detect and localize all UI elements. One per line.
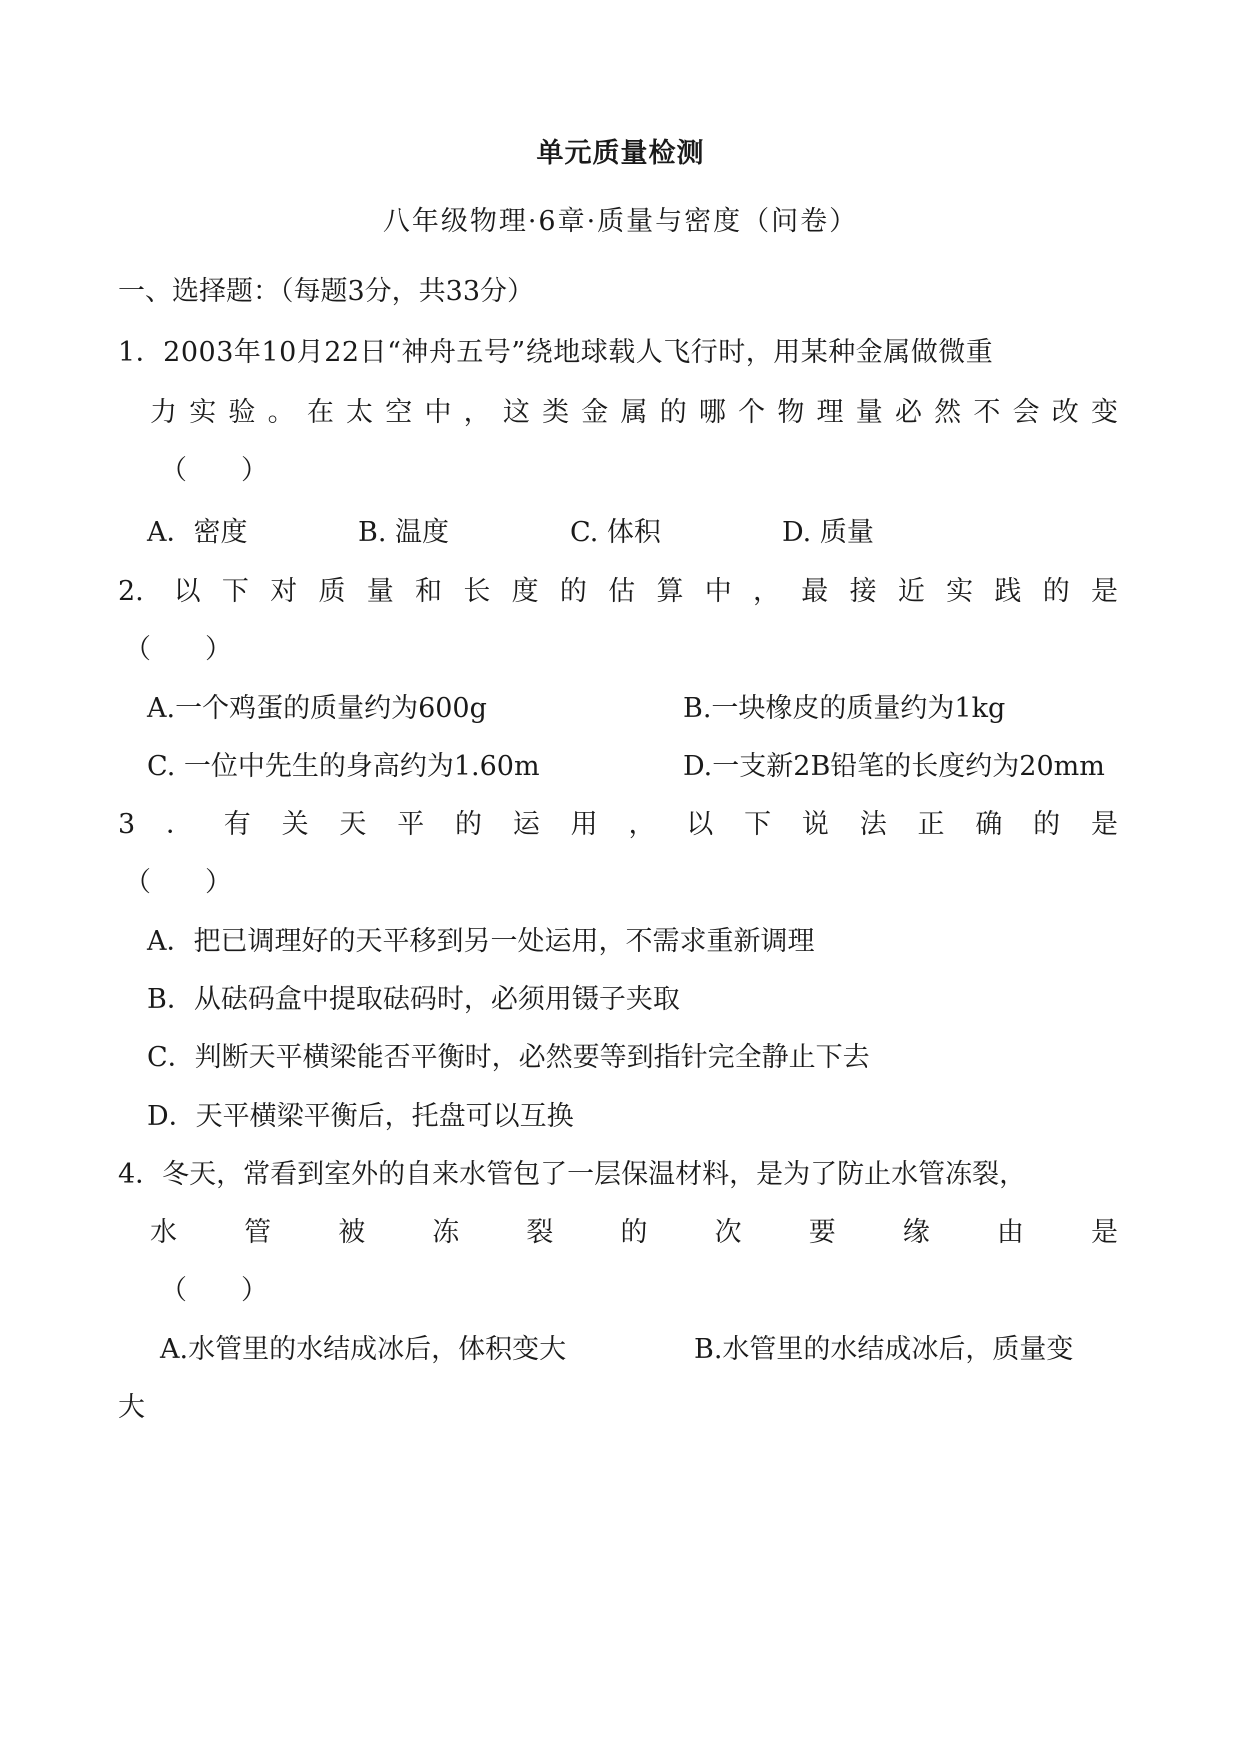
q1-line1: 1．2003年10月22日“神舟五号”绕地球载人飞行时，用某种金属做微重: [118, 337, 994, 368]
q4-answer-paren: （ ）: [160, 1275, 268, 1306]
section-heading: 一、选择题：（每题3分，共33分）: [118, 276, 535, 307]
q3-line1: 3​．​有​关​天​平​的​运​用​，​以​下​说​法​正​确​的​是: [118, 809, 1118, 840]
q4-line1: 4．冬天，常看到室外的自来水管包了一层保温材料，是为了防止水管冻裂，: [118, 1159, 1027, 1190]
q2-option-c: C. 一位中先生的身高约为1.60m: [147, 751, 540, 782]
page-subtitle: 八年级物理·6章·质量与密度（问卷）: [382, 206, 859, 237]
q1-option-d: D. 质量: [782, 517, 874, 548]
q3-option-d: D．天平横梁平衡后，托盘可以互换: [147, 1101, 574, 1132]
q1-answer-paren: （ ）: [160, 455, 268, 486]
q2-option-b: B.一块橡皮的质量约为1kg: [683, 693, 1006, 724]
q1-option-a: A．密度: [147, 517, 248, 548]
q2-line1: 2​.​ ​以​下​对​质​量​和​长​度​的​估​算​中​，​最​接​近​实​践​的​是: [118, 576, 1118, 607]
q4-option-a: A.水管里的水结成冰后，体积变大: [160, 1334, 567, 1365]
q1-option-c: C. 体积: [570, 517, 661, 548]
q3-option-b: B．从砝码盒中提取砝码时，必须用镊子夹取: [147, 984, 680, 1015]
q2-answer-paren: （ ）: [124, 634, 232, 665]
q2-option-a: A.一个鸡蛋的质量约为600g: [147, 693, 487, 724]
q1-line2: 力​实​验​。​在​太​空​中​，​这​类​金​属​的​哪​个​物​理​量​必​然​不​会​改​变: [150, 397, 1118, 428]
q3-answer-paren: （ ）: [124, 867, 232, 898]
q4-option-b: B.水管里的水结成冰后，质量变: [694, 1334, 1074, 1365]
q4-option-b-continued: 大: [118, 1392, 145, 1423]
q2-option-d: D.一支新2B铅笔的长度约为20mm: [683, 751, 1105, 782]
page-title: 单元质量检测: [536, 138, 705, 169]
q1-option-b: B. 温度: [358, 517, 450, 548]
q4-line2: 水​管​被​冻​裂​的​次​要​缘​由​是: [150, 1217, 1118, 1248]
q3-option-a: A．把已调理好的天平移到另一处运用，不需求重新调理: [147, 926, 815, 957]
q3-option-c: C．判断天平横梁能否平衡时，必然要等到指针完全静止下去: [147, 1042, 870, 1073]
